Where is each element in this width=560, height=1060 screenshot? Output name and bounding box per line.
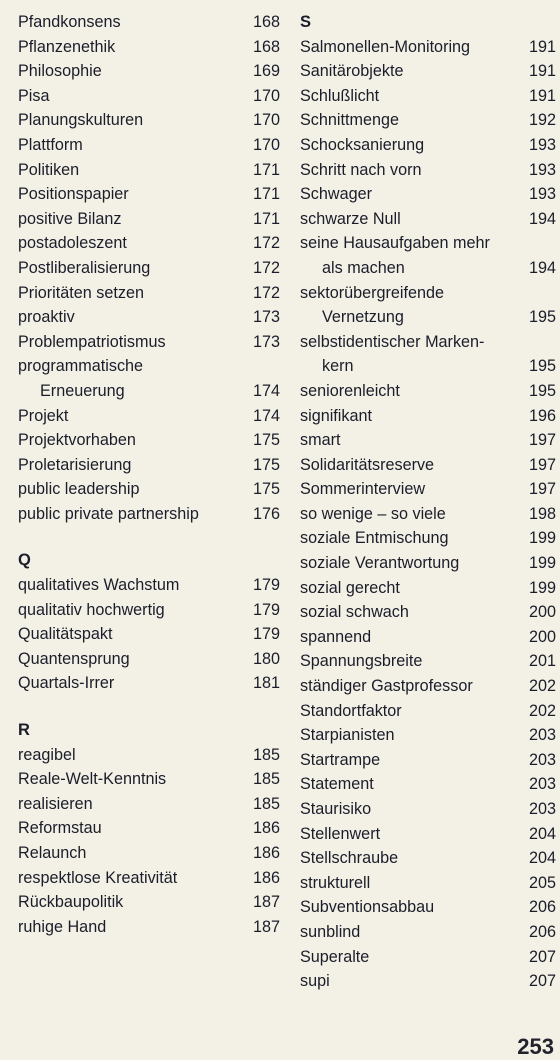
index-term xyxy=(300,231,490,280)
index-entry xyxy=(18,792,280,817)
index-page-ref: 173 xyxy=(252,308,280,327)
index-term xyxy=(18,84,50,109)
index-term xyxy=(18,59,102,84)
index-entry xyxy=(18,915,280,940)
index-term xyxy=(300,182,372,207)
index-entry xyxy=(300,281,556,330)
index-term-text: Stellschraube xyxy=(300,849,399,868)
index-entry xyxy=(300,822,556,847)
index-entry xyxy=(18,890,280,915)
index-term xyxy=(300,35,470,60)
index-page-ref: 203 xyxy=(528,800,556,818)
index-page-ref: 175 xyxy=(252,480,280,499)
index-entry xyxy=(18,207,280,232)
index-page-ref: 191 xyxy=(528,37,556,56)
index-term-text: smart xyxy=(300,431,341,450)
index-page-ref: 179 xyxy=(252,600,280,619)
index-term-text: supi xyxy=(300,972,330,991)
index-term xyxy=(300,84,379,109)
index-entry xyxy=(18,767,280,792)
index-term-text: Rückbaupolitik xyxy=(18,893,124,912)
index-entry xyxy=(300,576,556,601)
index-page-ref: 202 xyxy=(528,701,556,720)
index-page-ref: 197 xyxy=(528,480,556,499)
index-term-text: Planungskulturen xyxy=(18,111,144,130)
index-page-ref: 168 xyxy=(252,13,280,31)
index-page-ref: 202 xyxy=(528,677,556,696)
index-term-text: spannend xyxy=(300,627,372,646)
index-term xyxy=(18,330,166,355)
index-entry xyxy=(300,748,556,773)
index-page-ref: 172 xyxy=(252,234,280,253)
index-term xyxy=(300,453,434,478)
index-entry xyxy=(18,330,280,355)
index-term xyxy=(300,945,369,970)
index-entry xyxy=(300,920,556,945)
index-term xyxy=(300,822,380,847)
index-term-text: Philosophie xyxy=(18,62,102,81)
index-term xyxy=(300,797,371,822)
index-term-text: Reale-Welt-Kenntnis xyxy=(18,770,167,789)
index-term-text: Prioritäten setzen xyxy=(18,283,144,302)
index-page-ref: 199 xyxy=(528,529,556,548)
index-term-text: Politiken xyxy=(18,160,80,179)
index-term-text: Staurisiko xyxy=(300,800,372,818)
index-entry xyxy=(300,502,556,527)
section-heading-q: Q xyxy=(18,551,31,570)
index-term xyxy=(300,600,409,625)
index-entry xyxy=(300,133,556,158)
index-entry xyxy=(18,84,280,109)
index-page-ref: 191 xyxy=(528,86,556,105)
index-term xyxy=(300,772,374,797)
index-entry xyxy=(300,797,556,822)
index-term xyxy=(18,281,144,306)
index-term-text: Postliberalisierung xyxy=(18,258,151,277)
index-page-ref: 205 xyxy=(528,873,556,892)
index-entry xyxy=(18,453,280,478)
index-entry xyxy=(18,502,280,527)
index-entry xyxy=(300,108,556,133)
index-page-ref: 207 xyxy=(528,947,556,966)
index-term-text: seine Hausaufgaben mehr xyxy=(300,234,490,253)
index-page-ref: 200 xyxy=(528,627,556,646)
index-entry xyxy=(300,871,556,896)
index-term xyxy=(18,207,121,232)
index-term xyxy=(18,598,165,623)
index-entry xyxy=(18,59,280,84)
index-term-text: reagibel xyxy=(18,745,76,764)
index-term-text: ruhige Hand xyxy=(18,917,107,936)
index-entry xyxy=(18,622,280,647)
index-column-left xyxy=(18,10,280,939)
index-term-text: soziale Entmischung xyxy=(300,529,449,548)
index-term-text: respektlose Kreativität xyxy=(18,868,178,887)
index-term xyxy=(300,502,446,527)
index-term xyxy=(18,231,127,256)
index-term xyxy=(18,305,75,330)
index-term xyxy=(18,108,143,133)
index-page-ref: 181 xyxy=(252,674,280,693)
index-term xyxy=(300,723,395,748)
index-page-ref: 170 xyxy=(252,111,280,130)
q-entry-list xyxy=(18,573,280,696)
index-term xyxy=(18,622,112,647)
index-page-ref: 176 xyxy=(252,504,280,523)
index-entry xyxy=(18,108,280,133)
index-entry xyxy=(300,674,556,699)
index-page-ref: 186 xyxy=(252,868,280,887)
index-term-text: realisieren xyxy=(18,794,93,813)
index-term xyxy=(300,526,448,551)
index-term-text: programmatische xyxy=(18,357,144,376)
index-page-ref: 199 xyxy=(528,578,556,597)
section-heading-r: R xyxy=(18,721,30,740)
index-page-ref: 179 xyxy=(252,625,280,644)
index-term xyxy=(300,428,340,453)
index-page-ref: 185 xyxy=(252,770,280,789)
index-term-text: seniorenleicht xyxy=(300,381,400,400)
index-term-text: Pisa xyxy=(18,86,50,105)
index-page-ref: 195 xyxy=(528,381,556,400)
index-page-ref: 185 xyxy=(252,794,280,813)
index-entry xyxy=(300,625,556,650)
index-term xyxy=(300,871,370,896)
index-term-continuation: Erneuerung xyxy=(40,381,125,400)
index-term xyxy=(18,256,150,281)
index-term-text: Spannungsbreite xyxy=(300,652,423,671)
index-entry xyxy=(18,256,280,281)
index-term xyxy=(18,890,123,915)
index-page-ref: 203 xyxy=(528,726,556,745)
index-term-text: sunblind xyxy=(300,922,361,941)
index-term-text: public leadership xyxy=(18,480,140,499)
index-page-ref: 195 xyxy=(528,357,556,376)
index-term xyxy=(18,502,199,527)
index-page-ref: 193 xyxy=(528,185,556,204)
index-entry xyxy=(18,281,280,306)
index-term-text: Superalte xyxy=(300,947,370,966)
index-term xyxy=(18,573,179,598)
index-term xyxy=(300,846,398,871)
index-entry xyxy=(18,158,280,183)
index-term-text: qualitativ hochwertig xyxy=(18,600,165,619)
index-entry xyxy=(18,477,280,502)
index-entry xyxy=(300,330,556,379)
index-entry xyxy=(18,404,280,429)
index-page-ref: 204 xyxy=(528,849,556,868)
index-entry xyxy=(300,404,556,429)
index-term xyxy=(18,866,177,891)
index-term-text: schwarze Null xyxy=(300,209,401,228)
index-entry xyxy=(300,723,556,748)
index-entry xyxy=(300,428,556,453)
index-term xyxy=(300,576,400,601)
index-page-ref: 198 xyxy=(528,504,556,523)
index-term-text: Statement xyxy=(300,775,374,794)
index-page-ref: 206 xyxy=(528,922,556,941)
index-term-text: soziale Verantwortung xyxy=(300,554,460,573)
index-term xyxy=(18,182,129,207)
index-term xyxy=(300,625,371,650)
index-page-ref: 193 xyxy=(528,135,556,154)
index-term xyxy=(18,404,68,429)
index-term-text: qualitatives Wachstum xyxy=(18,576,180,595)
index-page-ref: 203 xyxy=(528,750,556,769)
index-term-text: Proletarisierung xyxy=(18,455,132,474)
index-term-continuation: als machen xyxy=(322,258,405,277)
index-page-ref: 186 xyxy=(252,844,280,862)
index-term xyxy=(18,10,121,35)
index-page-ref: 207 xyxy=(528,972,556,991)
index-term-text: sektorübergreifende xyxy=(300,283,444,302)
index-page-ref: 174 xyxy=(252,381,280,400)
index-entry xyxy=(18,305,280,330)
index-entry xyxy=(300,453,556,478)
index-term xyxy=(300,404,372,429)
index-term-text: proaktiv xyxy=(18,308,75,327)
index-term-text: Pfandkonsens xyxy=(18,13,121,31)
index-term xyxy=(18,767,166,792)
index-term xyxy=(18,354,143,403)
index-entry xyxy=(18,231,280,256)
index-entry xyxy=(300,895,556,920)
index-term xyxy=(300,920,360,945)
index-term xyxy=(300,969,330,994)
s-entry-list xyxy=(300,35,556,994)
index-term xyxy=(300,477,425,502)
index-entry xyxy=(300,59,556,84)
index-entry xyxy=(300,945,556,970)
r-entry-list xyxy=(18,743,280,940)
index-term-text: Plattform xyxy=(18,135,83,154)
index-entry xyxy=(18,35,280,60)
index-term xyxy=(18,841,86,866)
index-term-text: Sanitärobjekte xyxy=(300,62,404,81)
index-term-text: Relaunch xyxy=(18,844,87,862)
index-term-text: Pflanzenethik xyxy=(18,37,116,56)
index-term xyxy=(300,895,434,920)
index-term-text: Standortfaktor xyxy=(300,701,402,720)
index-term xyxy=(300,59,404,84)
index-term-text: public private partnership xyxy=(18,504,199,523)
index-term xyxy=(300,133,424,158)
index-term-text: so wenige – so viele xyxy=(300,504,446,523)
index-entry xyxy=(18,428,280,453)
index-term xyxy=(300,158,421,183)
index-term xyxy=(18,133,83,158)
index-term-text: Stellenwert xyxy=(300,824,381,843)
index-term-text: Qualitätspakt xyxy=(18,625,113,644)
index-term-text: Schritt nach vorn xyxy=(300,160,422,179)
index-term-text: Quartals-Irrer xyxy=(18,674,115,693)
index-term-text: Quantensprung xyxy=(18,649,130,668)
index-entry xyxy=(18,816,280,841)
index-term-text: Starpianisten xyxy=(300,726,395,745)
index-term-text: selbstidentischer Marken- xyxy=(300,332,485,351)
index-page-ref: 171 xyxy=(252,209,280,228)
index-term-text: Projekt xyxy=(18,406,69,425)
index-entry xyxy=(300,699,556,724)
index-term xyxy=(18,671,114,696)
p-entry-list xyxy=(18,10,280,526)
index-entry xyxy=(300,182,556,207)
index-term-text: Positionspapier xyxy=(18,185,129,204)
index-page-ref: 169 xyxy=(252,62,280,81)
index-entry xyxy=(300,969,556,994)
index-page-ref: 175 xyxy=(252,455,280,474)
index-entry xyxy=(18,10,280,35)
index-page-ref: 196 xyxy=(528,406,556,425)
index-term xyxy=(18,647,130,672)
index-term xyxy=(300,748,380,773)
index-page-ref: 204 xyxy=(528,824,556,843)
index-term xyxy=(300,649,422,674)
index-entry xyxy=(300,649,556,674)
index-page-ref: 200 xyxy=(528,603,556,622)
index-page-ref: 174 xyxy=(252,406,280,425)
index-term xyxy=(300,281,444,330)
index-page-ref: 197 xyxy=(528,455,556,474)
index-entry xyxy=(18,647,280,672)
index-entry xyxy=(18,598,280,623)
index-term-text: Schnittmenge xyxy=(300,111,399,130)
index-page-ref: 170 xyxy=(252,135,280,154)
index-page-ref: 180 xyxy=(252,649,280,668)
index-term xyxy=(18,158,79,183)
index-page-ref: 194 xyxy=(528,258,556,277)
index-page-ref: 195 xyxy=(528,308,556,327)
index-term xyxy=(18,35,115,60)
index-term xyxy=(300,207,401,232)
index-entry xyxy=(300,551,556,576)
index-page-ref: 192 xyxy=(528,111,556,130)
index-page-ref: 206 xyxy=(528,898,556,917)
index-entry xyxy=(300,231,556,280)
index-term-text: sozial gerecht xyxy=(300,578,400,597)
index-entry xyxy=(300,846,556,871)
index-page-ref: 194 xyxy=(528,209,556,228)
index-term-text: ständiger Gastprofessor xyxy=(300,677,473,696)
index-entry xyxy=(18,354,280,403)
index-entry xyxy=(18,743,280,768)
index-entry xyxy=(300,158,556,183)
index-page-ref: 173 xyxy=(252,332,280,351)
index-entry xyxy=(300,772,556,797)
index-entry xyxy=(18,182,280,207)
index-term-text: positive Bilanz xyxy=(18,209,122,228)
index-term xyxy=(18,816,102,841)
index-entry xyxy=(300,207,556,232)
index-term xyxy=(18,428,136,453)
index-term xyxy=(18,792,93,817)
index-page-ref: 199 xyxy=(528,554,556,573)
index-term xyxy=(18,915,106,940)
index-entry xyxy=(300,526,556,551)
index-term xyxy=(18,477,140,502)
index-term-text: Schwager xyxy=(300,185,372,204)
index-entry xyxy=(18,866,280,891)
index-term xyxy=(18,743,76,768)
index-page-ref: 172 xyxy=(252,258,280,277)
index-entry xyxy=(18,133,280,158)
index-term-text: Solidaritätsreserve xyxy=(300,455,435,474)
index-term xyxy=(300,699,402,724)
index-entry xyxy=(18,841,280,866)
index-term xyxy=(300,330,484,379)
index-entry xyxy=(18,573,280,598)
index-page-ref: 172 xyxy=(252,283,280,302)
section-heading-s: S xyxy=(300,13,312,31)
index-term-continuation: kern xyxy=(322,357,354,376)
index-term xyxy=(300,551,459,576)
index-term-text: signifikant xyxy=(300,406,372,425)
index-column-right xyxy=(300,10,556,994)
index-term-text: Startrampe xyxy=(300,750,381,769)
index-entry xyxy=(300,35,556,60)
index-term-text: Sommerinterview xyxy=(300,480,426,499)
index-term xyxy=(300,108,399,133)
index-term-text: sozial schwach xyxy=(300,603,409,622)
index-term-text: Projektvorhaben xyxy=(18,431,136,450)
index-page-ref: 168 xyxy=(252,37,280,56)
index-term-text: Schocksanierung xyxy=(300,135,425,154)
index-page-ref: 170 xyxy=(252,86,280,105)
index-term-text: strukturell xyxy=(300,873,371,892)
index-page-ref: 203 xyxy=(528,775,556,794)
index-term xyxy=(300,379,400,404)
index-term-text: postadoleszent xyxy=(18,234,127,253)
index-page-ref: 187 xyxy=(252,917,280,936)
page-number: 253 xyxy=(517,1034,554,1059)
index-page-ref: 171 xyxy=(252,185,280,204)
index-term-text: Problempatriotismus xyxy=(18,332,166,351)
index-entry xyxy=(300,84,556,109)
index-entry xyxy=(18,671,280,696)
index-term xyxy=(300,674,473,699)
index-page-ref: 191 xyxy=(528,62,556,81)
index-page-ref: 179 xyxy=(252,576,280,595)
index-term-text: Schlußlicht xyxy=(300,86,380,105)
index-page-ref: 175 xyxy=(252,431,280,450)
index-page-ref: 197 xyxy=(528,431,556,450)
index-page-ref: 171 xyxy=(252,160,280,179)
index-term-text: Salmonellen-Monitoring xyxy=(300,37,471,56)
index-term-text: Subventionsabbau xyxy=(300,898,435,917)
index-page-ref: 201 xyxy=(528,652,556,671)
index-entry xyxy=(300,600,556,625)
index-entry xyxy=(300,379,556,404)
index-page-ref: 193 xyxy=(528,160,556,179)
index-entry xyxy=(300,477,556,502)
index-term-text: Reformstau xyxy=(18,819,102,838)
index-term-continuation: Vernetzung xyxy=(322,308,404,327)
index-term xyxy=(18,453,131,478)
index-page-ref: 185 xyxy=(252,745,280,764)
index-page-ref: 186 xyxy=(252,819,280,838)
index-page-ref: 187 xyxy=(252,893,280,912)
